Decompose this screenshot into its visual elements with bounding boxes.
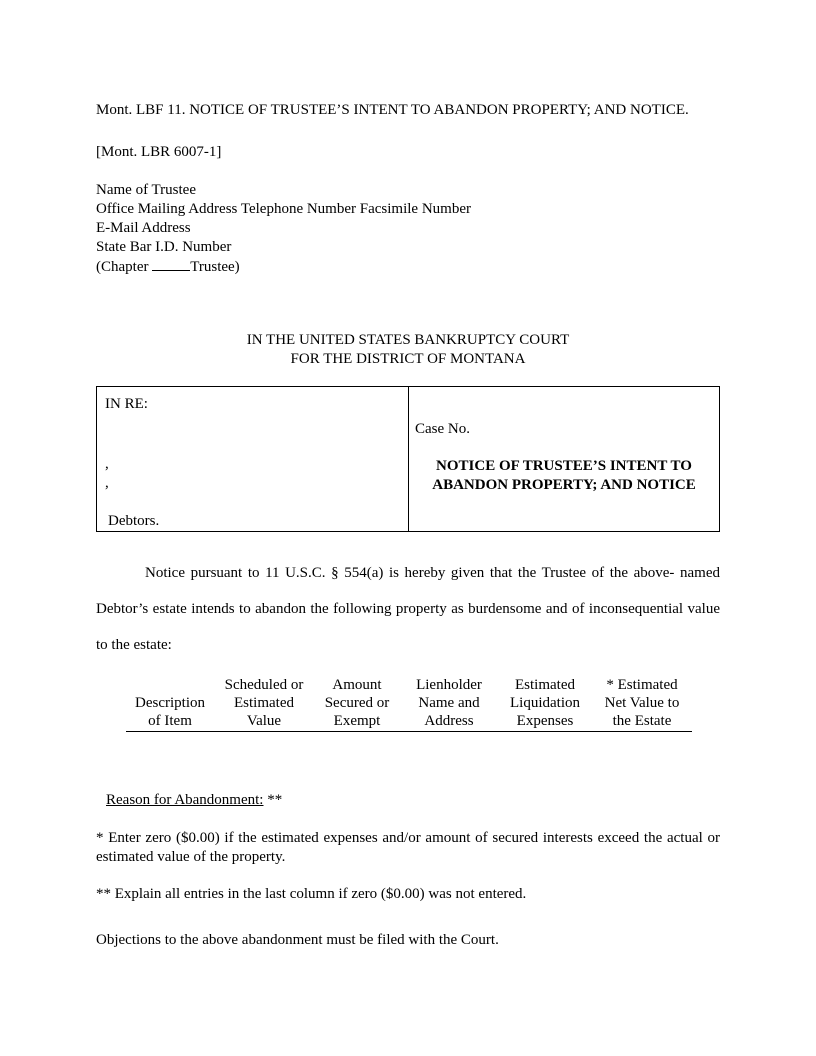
header-scheduled-value: Scheduled or Estimated Value xyxy=(214,676,314,732)
chapter-blank xyxy=(152,257,190,271)
debtor-line-1: , xyxy=(105,456,109,472)
chapter-suffix: Trustee) xyxy=(190,259,240,275)
table-header-row xyxy=(126,676,692,732)
rule-reference: [Mont. LBR 6007-1] xyxy=(96,144,222,160)
trustee-chapter xyxy=(96,257,471,277)
trustee-info-block xyxy=(96,181,471,277)
header-description: Description of Item xyxy=(126,676,214,732)
notice-paragraph: Notice pursuant to 11 U.S.C. § 554(a) is hereby given that the Trustee of the above- named Debtor’s estate intends to abandon the following property as burdensome and of inconsequential value to the estate: xyxy=(96,565,720,653)
header-liquidation-expenses: Estimated Liquidation Expenses xyxy=(498,676,592,732)
chapter-prefix: (Chapter xyxy=(96,259,153,275)
trustee-bar-id: State Bar I.D. Number xyxy=(96,239,232,255)
header-amount-secured: Amount Secured or Exempt xyxy=(314,676,400,732)
reason-suffix: ** xyxy=(263,792,283,808)
form-title: Mont. LBF 11. NOTICE OF TRUSTEE’S INTENT TO ABANDON PROPERTY; AND NOTICE. xyxy=(96,102,689,118)
header-lienholder: Lienholder Name and Address xyxy=(400,676,498,732)
notice-title-line-2: ABANDON PROPERTY; AND NOTICE xyxy=(432,477,696,493)
footnote-2: ** Explain all entries in the last column if zero ($0.00) was not entered. xyxy=(96,886,527,902)
trustee-email: E-Mail Address xyxy=(96,220,191,236)
trustee-office: Office Mailing Address Telephone Number Facsimile Number xyxy=(96,201,471,217)
objections-notice: Objections to the above abandonment must be filed with the Court. xyxy=(96,932,499,948)
header-net-value: * Estimated Net Value to the Estate xyxy=(592,676,692,732)
case-number-label: Case No. xyxy=(415,421,470,437)
trustee-name: Name of Trustee xyxy=(96,182,196,198)
court-line-2: FOR THE DISTRICT OF MONTANA xyxy=(290,351,526,367)
footnote-1: * Enter zero ($0.00) if the estimated expenses and/or amount of secured interests exceed the actual or estimated value of the property. xyxy=(96,830,720,865)
reason-for-abandonment xyxy=(106,791,282,810)
notice-title-line-1: NOTICE OF TRUSTEE’S INTENT TO xyxy=(436,458,692,474)
reason-label: Reason for Abandonment: xyxy=(106,792,264,808)
notice-title xyxy=(409,457,719,495)
court-heading xyxy=(0,331,816,369)
court-line-1: IN THE UNITED STATES BANKRUPTCY COURT xyxy=(246,332,570,348)
case-caption-box xyxy=(96,386,720,532)
debtor-line-2: , xyxy=(105,475,109,491)
property-table xyxy=(126,676,692,732)
debtors-label: Debtors. xyxy=(108,513,160,529)
in-re-label: IN RE: xyxy=(105,396,148,412)
